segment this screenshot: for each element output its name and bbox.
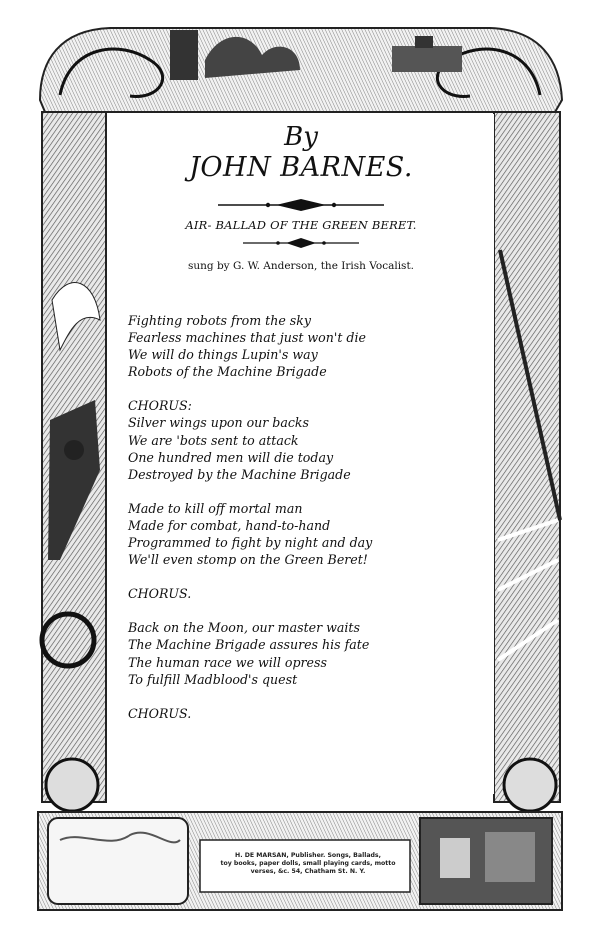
ornamental-rule [108, 198, 494, 212]
author-name: JOHN BARNES. [189, 152, 413, 183]
lyric-line: We are 'bots sent to attack [128, 432, 299, 448]
lyric-line: The Machine Brigade assures his fate [128, 637, 370, 653]
lyric-line: Fearless machines that just won't die [128, 330, 366, 346]
top-ornament [40, 28, 562, 112]
lyric-line: Destroyed by the Machine Brigade [128, 466, 351, 482]
lyric-line: Made for combat, hand-to-hand [128, 517, 331, 533]
title-panel [108, 114, 494, 794]
lyric-line: The human race we will opress [128, 654, 327, 670]
right-column [494, 112, 560, 811]
lyric-line: One hundred men will die today [128, 449, 334, 465]
air-line: AIR- BALLAD OF THE GREEN BERET. [185, 218, 417, 232]
sung-by-line: sung by G. W. Anderson, the Irish Vocalist. [187, 260, 415, 272]
left-column [42, 112, 106, 811]
lyric-line: We will do things Lupin's way [128, 347, 318, 363]
ornamental-rule [108, 236, 494, 250]
chorus-reference: CHORUS. [128, 586, 192, 602]
chorus-heading: CHORUS: [128, 398, 192, 414]
lyric-line: We'll even stomp on the Green Beret! [128, 552, 368, 568]
title-by: By [284, 122, 318, 152]
imprint-line: H. DE MARSAN, Publisher. Songs, Ballads, [235, 852, 381, 859]
lyric-line: Programmed to fight by night and day [128, 535, 373, 551]
lyric-line: Silver wings upon our backs [128, 415, 310, 431]
lyric-line: Robots of the Machine Brigade [128, 364, 327, 380]
chorus-reference: CHORUS. [128, 705, 192, 721]
lyrics [128, 312, 478, 722]
publisher-imprint [208, 852, 408, 876]
lyric-line: Made to kill off mortal man [128, 500, 303, 516]
imprint-line: verses, &c. 54, Chatham St. N. Y. [250, 868, 366, 875]
lyric-line: Fighting robots from the sky [128, 313, 312, 328]
lyric-line: Back on the Moon, our master waits [128, 620, 360, 636]
lyric-line: To fulfill Madblood's quest [128, 671, 298, 687]
imprint-line: toy books, paper dolls, small playing cards, motto [220, 860, 396, 867]
